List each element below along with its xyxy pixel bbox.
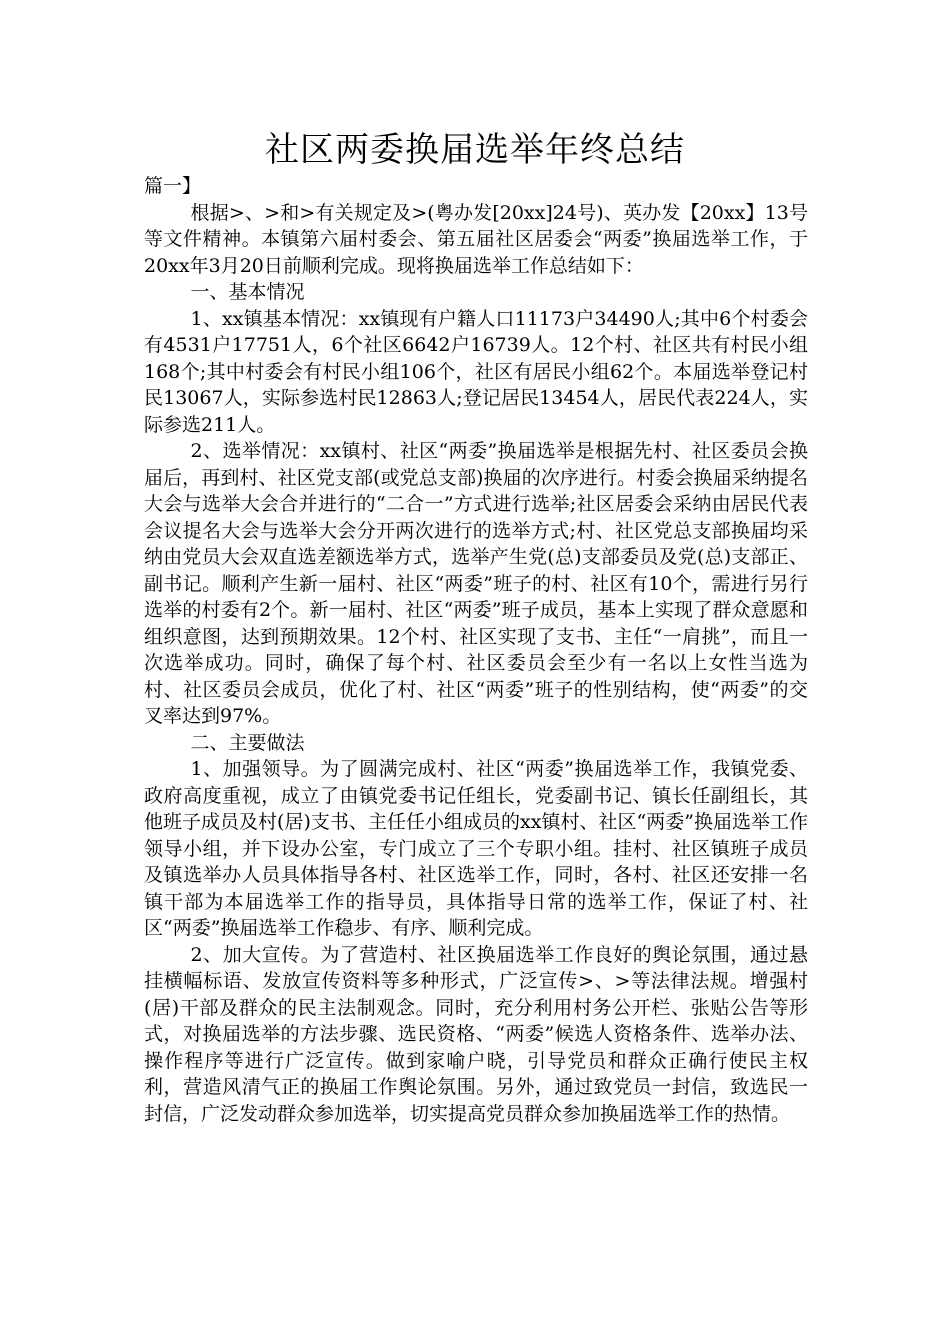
section-label: 篇一】	[144, 175, 202, 197]
paragraph-town-overview: 1、xx镇基本情况：xx镇现有户籍人口11173户34490人;其中6个村委会有4531户17751人，6个社区6642户16739人。12个村、社区共有村民小组168个;其中村委会有村民小组106个，社区有居民小组62个。本届选举登记村民13067人，实际参选村民12863人;登记居民13454人，居民代表224人，实际参选211人。	[144, 307, 808, 436]
paragraph-election-status: 2、选举情况：xx镇村、社区“两委”换届选举是根据先村、社区委员会换届后，再到村、社区党支部(或党总支部)换届的次序进行。村委会换届采纳提名大会与选举大会合并进行的“二合一”方式进行选举;社区居委会采纳由居民代表会议提名大会与选举大会分开两次进行的选举方式;村、社区党总支部换届均采纳由党员大会双直选差额选举方式，选举产生党(总)支部委员及党(总)支部正、副书记。顺利产生新一届村、社区“两委”班子的村、社区有10个，需进行另行选举的村委有2个。新一届村、社区“两委”班子成员，基本上实现了群众意愿和组织意图，达到预期效果。12个村、社区实现了支书、主任“一肩挑”，而且一次选举成功。同时，确保了每个村、社区委员会至少有一名以上女性当选为村、社区委员会成员，优化了村、社区“两委”班子的性别结构，使“两委”的交叉率达到97%。	[144, 440, 808, 727]
intro-paragraph: 根据>、>和>有关规定及>(粤办发[20xx]24号)、英办发【20xx】13号等文件精神。本镇第六届村委会、第五届社区居委会“两委”换届选举工作，于20xx年3月20日前顺利完成。现将换届选举工作总结如下：	[144, 201, 808, 277]
document-title: 社区两委换届选举年终总结	[265, 130, 685, 170]
section-heading-basic: 一、基本情况	[190, 281, 305, 303]
document-body	[144, 173, 808, 1127]
paragraph-publicity: 2、加大宣传。为了营造村、社区换届选举工作良好的舆论氛围，通过悬挂横幅标语、发放宣传资料等多种形式，广泛宣传>、>等法律法规。增强村(居)干部及群众的民主法制观念。同时，充分利用村务公开栏、张贴公告等形式，对换届选举的方法步骤、选民资格、“两委”候选人资格条件、选举办法、操作程序等进行广泛宣传。做到家喻户晓，引导党员和群众正确行使民主权利，营造风清气正的换届工作舆论氛围。另外，通过致党员一封信，致选民一封信，广泛发动群众参加选举，切实提高党员群众参加换届选举工作的热情。	[144, 943, 808, 1125]
paragraph-leadership: 1、加强领导。为了圆满完成村、社区“两委”换届选举工作，我镇党委、政府高度重视，成立了由镇党委书记任组长，党委副书记、镇长任副组长，其他班子成员及村(居)支书、主任任小组成员的xx镇村、社区“两委”换届选举工作领导小组，并下设办公室，专门成立了三个专职小组。挂村、社区镇班子成员及镇选举办人员具体指导各村、社区选举工作，同时，各村、社区还安排一名镇干部为本届选举工作的指导员，具体指导日常的选举工作，保证了村、社区“两委”换届选举工作稳步、有序、顺利完成。	[144, 758, 808, 939]
section-heading-practices: 二、主要做法	[190, 731, 305, 754]
